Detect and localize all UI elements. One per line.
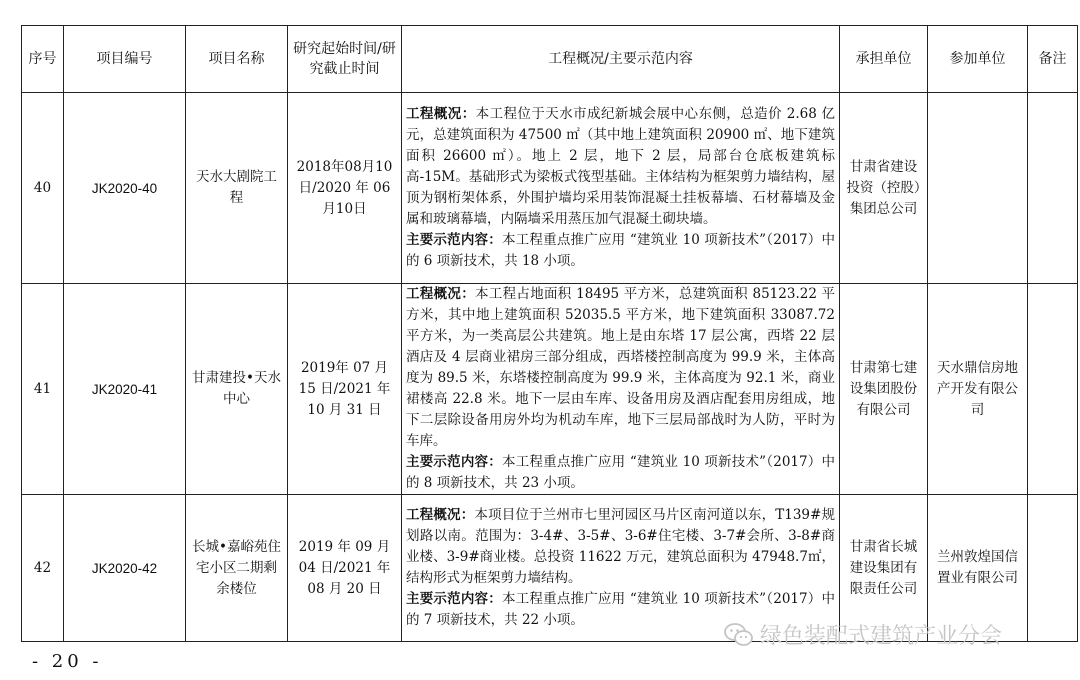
table-row xyxy=(22,284,1078,495)
row-code: JK2020-41 xyxy=(64,284,186,495)
row-name: 长城•嘉峪苑住宅小区二期剩余楼位 xyxy=(186,495,288,642)
row-time: 2019 年 09 月 04 日/2021 年 08 月 20 日 xyxy=(288,495,402,642)
demo-text: 本工程重点推广应用 “建筑业 10 项新技术”（2017）中的 6 项新技术，共 18 小项。 xyxy=(406,232,836,269)
header-name: 项目名称 xyxy=(186,26,288,93)
row-participant xyxy=(928,93,1028,284)
row-seq: 40 xyxy=(22,93,64,284)
watermark-text: 绿色装配式建筑产业分会 xyxy=(760,624,1003,649)
row-name: 天水大剧院工程 xyxy=(186,93,288,284)
demo-label: 主要示范内容： xyxy=(406,232,502,248)
demo-paragraph xyxy=(406,452,835,494)
overview-label: 工程概况： xyxy=(406,507,475,523)
row-undertaker: 甘肃省建设投资（控股）集团总公司 xyxy=(840,93,928,284)
row-code: JK2020-42 xyxy=(64,495,186,642)
header-remark: 备注 xyxy=(1028,26,1078,93)
table-row xyxy=(22,93,1078,284)
header-seq: 序号 xyxy=(22,26,64,93)
row-seq: 42 xyxy=(22,495,64,642)
header-overview: 工程概况/主要示范内容 xyxy=(402,26,840,93)
row-undertaker: 甘肃省长城建设集团有限责任公司 xyxy=(840,495,928,642)
row-time: 2018年08月10日/2020 年 06 月10日 xyxy=(288,93,402,284)
row-remark xyxy=(1028,284,1078,495)
overview-text: 本工程位于天水市成纪新城会展中心东侧，总造价 2.68 亿元，总建筑面积为 47500 ㎡（其中地上建筑面积 20900 ㎡、地下建筑面积 26600 ㎡）。地上 2 层，地下 2 层，局部台仓底板建筑标高-15M。基础形式为梁板式筏型基础。主体结构为框架剪力墙结构，屋顶为钢桁架体系，外围护墙均采用装饰混凝土挂板幕墙、石材幕墙及金属和玻璃幕墙，内隔墙采用蒸压加气混凝土砌块墙。 xyxy=(406,106,836,227)
header-participant: 参加单位 xyxy=(928,26,1028,93)
overview-label: 工程概况： xyxy=(406,106,476,122)
row-code: JK2020-40 xyxy=(64,93,186,284)
page-number: - 20 - xyxy=(32,651,103,672)
row-time: 2019年 07 月 15 日/2021 年 10 月 31 日 xyxy=(288,284,402,495)
row-undertaker: 甘肃第七建设集团股份有限公司 xyxy=(840,284,928,495)
table-header-row xyxy=(22,26,1078,93)
demo-label: 主要示范内容： xyxy=(406,591,502,607)
demo-text: 本工程重点推广应用 “建筑业 10 项新技术”（2017）中的 7 项新技术，共 22 小项。 xyxy=(406,591,836,628)
overview-label: 工程概况： xyxy=(406,286,475,302)
header-code: 项目编号 xyxy=(64,26,186,93)
row-overview xyxy=(402,93,840,284)
wechat-icon xyxy=(724,622,754,648)
row-participant: 兰州敦煌国信置业有限公司 xyxy=(928,495,1028,642)
overview-text: 本项目位于兰州市七里河园区马片区南河道以东，T139#规划路以南。范围为：3-4#、3-5#、3-6#住宅楼、3-7#会所、3-8#商业楼、3-9#商业楼。总投资 11622 万元，建筑总面积为 47948.7㎡，结构形式为框架剪力墙结构。 xyxy=(406,507,836,586)
demo-paragraph xyxy=(406,230,835,272)
row-name: 甘肃建投•天水中心 xyxy=(186,284,288,495)
overview-paragraph xyxy=(406,104,835,230)
overview-paragraph xyxy=(406,505,835,589)
row-seq: 41 xyxy=(22,284,64,495)
demo-label: 主要示范内容： xyxy=(406,454,502,470)
row-remark xyxy=(1028,93,1078,284)
row-participant: 天水鼎信房地产开发有限公司 xyxy=(928,284,1028,495)
overview-paragraph xyxy=(406,284,835,452)
overview-text: 本工程占地面积 18495 平方米，总建筑面积 85123.22 平方米，其中地上建筑面积 52035.5 平方米，地下建筑面积 33087.72 平方米，为一类高层公共建筑。地上是由东塔 17 层公寓，西塔 22 层酒店及 4 层商业裙房三部分组成，西塔楼控制高度为 99.9 米，主体高度为 89.5 米，东塔楼控制高度为 99.9 米，主体高度为 92.1 米，商业裙楼高 22.8 米。地下一层由车库、设备用房及酒店配套用房组成，地下二层除设备用房外均为机动车库，地下三层局部战时为人防，平时为车库。 xyxy=(406,286,836,449)
demo-text: 本工程重点推广应用 “建筑业 10 项新技术”（2017）中的 8 项新技术，共 23 小项。 xyxy=(406,454,836,491)
header-undertaker: 承担单位 xyxy=(840,26,928,93)
header-time: 研究起始时间/研究截止时间 xyxy=(288,26,402,93)
row-overview xyxy=(402,284,840,495)
project-table xyxy=(21,25,1078,642)
watermark xyxy=(724,619,1002,650)
row-remark xyxy=(1028,495,1078,642)
